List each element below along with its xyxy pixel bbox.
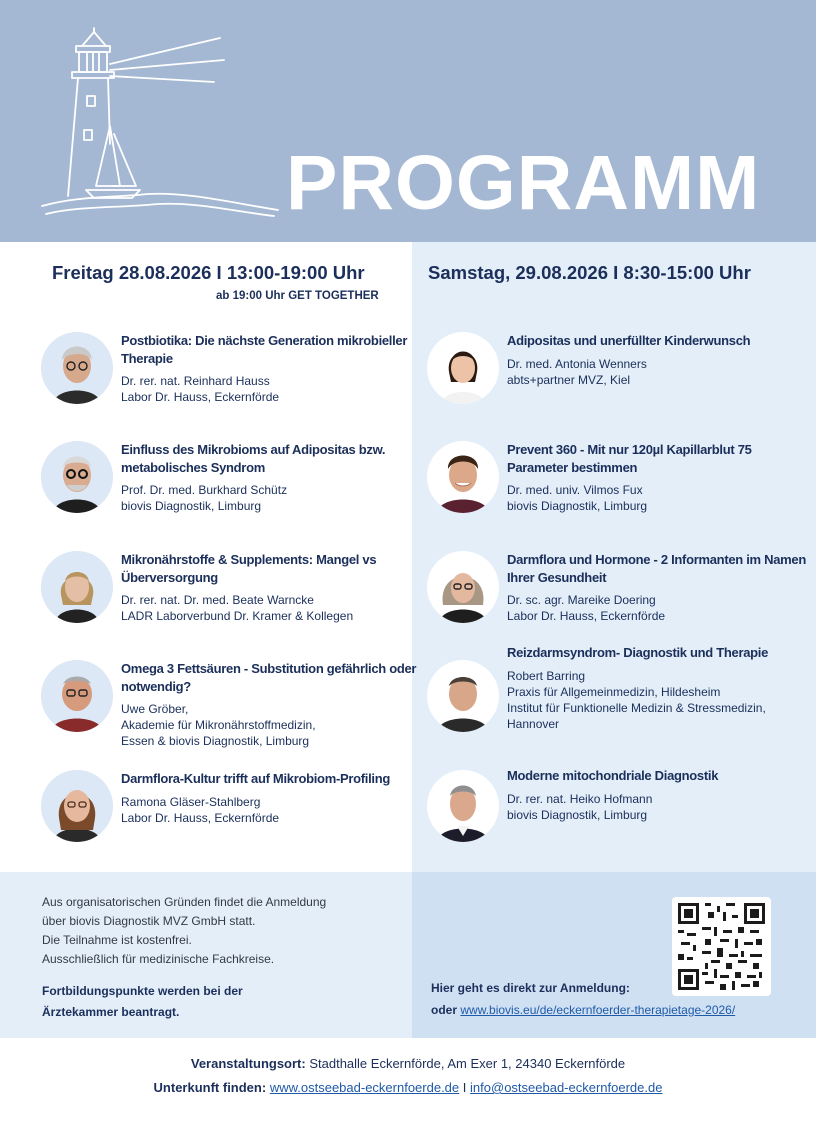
talk-speaker: Prof. Dr. med. Burkhard Schütz biovis Diagnostik, Limburg — [121, 483, 288, 513]
speaker-avatar — [427, 332, 499, 404]
cme-note — [42, 981, 243, 1023]
talk-speaker: Ramona Gläser-Stahlberg Labor Dr. Hauss, Eckernförde — [121, 794, 280, 825]
cme-line: Fortbildungspunkte werden bei der — [42, 984, 243, 998]
venue-line — [0, 1056, 816, 1071]
talk-speaker: Dr. rer. nat. Heiko Hofmann biovis Diagnostik, Limburg — [507, 791, 653, 822]
talk-title: Postbiotika: Die nächste Generation mikrobieller Therapie — [121, 333, 408, 366]
saturday-heading: Samstag, 29.08.2026 I 8:30-15:00 Uhr — [428, 262, 751, 283]
venue-label: Veranstaltungsort: — [190, 1056, 306, 1071]
talk-title: Moderne mitochondriale Diagnostik — [507, 768, 719, 783]
speaker-avatar — [41, 551, 113, 623]
speaker-avatar — [427, 660, 499, 732]
friday-heading: Freitag 28.08.2026 I 13:00-19:00 Uhr — [52, 262, 365, 283]
info-line: Aus organisatorischen Gründen findet die Anmeldung — [42, 895, 327, 909]
lodging-email-link[interactable]: info@ostseebad-eckernfoerde.de — [470, 1080, 663, 1095]
talk-title: Omega 3 Fettsäuren - Substitution gefährlich oder notwendig? — [121, 661, 417, 694]
info-line: Die Teilnahme ist kostenfrei. — [42, 933, 192, 947]
qr-code-graphic — [678, 903, 765, 990]
info-text — [42, 893, 326, 969]
talk-title: Prevent 360 - Mit nur 120µl Kapillarblut 75 Parameter bestimmen — [507, 442, 752, 475]
lodging-website-link[interactable]: www.ostseebad-eckernfoerde.de — [269, 1080, 460, 1095]
info-line: Ausschließlich für medizinische Fachkreise. — [42, 952, 275, 966]
talk-speaker: Dr. rer. nat. Dr. med. Beate Warncke LADR Laborverbund Dr. Kramer & Kollegen — [121, 593, 354, 623]
qr-code-icon[interactable] — [672, 897, 771, 996]
lighthouse-logo-icon — [38, 26, 283, 222]
registration-link-line — [431, 1003, 735, 1017]
header-banner — [0, 0, 816, 242]
lodging-line — [0, 1080, 816, 1095]
page-title: PROGRAMM — [286, 140, 761, 226]
talk-speaker: Dr. sc. agr. Mareike Doering Labor Dr. Hauss, Eckernförde — [507, 593, 666, 623]
speaker-avatar — [41, 770, 113, 842]
venue-address: Stadthalle Eckernförde, Am Exer 1, 24340 Eckernförde — [309, 1056, 626, 1071]
info-line: über biovis Diagnostik MVZ GmbH statt. — [42, 914, 256, 928]
speaker-avatar — [427, 770, 499, 842]
registration-prefix: oder — [431, 1003, 458, 1017]
registration-label: Hier geht es direkt zur Anmeldung: — [431, 981, 630, 995]
footer-separator: I — [462, 1080, 467, 1095]
cme-line: Ärztekammer beantragt. — [42, 1005, 180, 1019]
speaker-avatar — [427, 441, 499, 513]
talk-speaker: Dr. med. univ. Vilmos Fux biovis Diagnostik, Limburg — [507, 483, 648, 513]
talk-title: Reizdarmsyndrom- Diagnostik und Therapie — [507, 645, 769, 660]
talk-speaker: Dr. med. Antonia Wenners abts+partner MVZ, Kiel — [507, 356, 647, 387]
friday-get-together: ab 19:00 Uhr GET TOGETHER — [216, 290, 379, 302]
talk-title: Mikronährstoffe & Supplements: Mangel vs Überversorgung — [121, 552, 377, 585]
talk-title: Adipositas und unerfüllter Kinderwunsch — [507, 333, 751, 348]
talk-title: Einfluss des Mikrobioms auf Adipositas bzw. metabolisches Syndrom — [121, 442, 386, 475]
talk-speaker: Dr. rer. nat. Reinhard Hauss Labor Dr. Hauss, Eckernförde — [121, 374, 280, 404]
talk-speaker: Robert Barring Praxis für Allgemeinmedizin, Hildesheim Institut für Funktionelle Medizin & Stressmedizin, Hannover — [507, 668, 766, 731]
talk-speaker: Uwe Gröber, Akademie für Mikronährstoffmedizin, Essen & biovis Diagnostik, Limburg — [121, 702, 316, 748]
talk-title: Darmflora und Hormone - 2 Informanten im Namen Ihrer Gesundheit — [507, 552, 806, 585]
talk-title: Darmflora-Kultur trifft auf Mikrobiom-Profiling — [121, 771, 390, 786]
speaker-avatar — [41, 441, 113, 513]
lodging-label: Unterkunft finden: — [153, 1080, 267, 1095]
speaker-avatar — [427, 551, 499, 623]
speaker-avatar — [41, 660, 113, 732]
registration-link[interactable]: www.biovis.eu/de/eckernfoerder-therapietage-2026/ — [460, 1003, 736, 1017]
speaker-avatar — [41, 332, 113, 404]
